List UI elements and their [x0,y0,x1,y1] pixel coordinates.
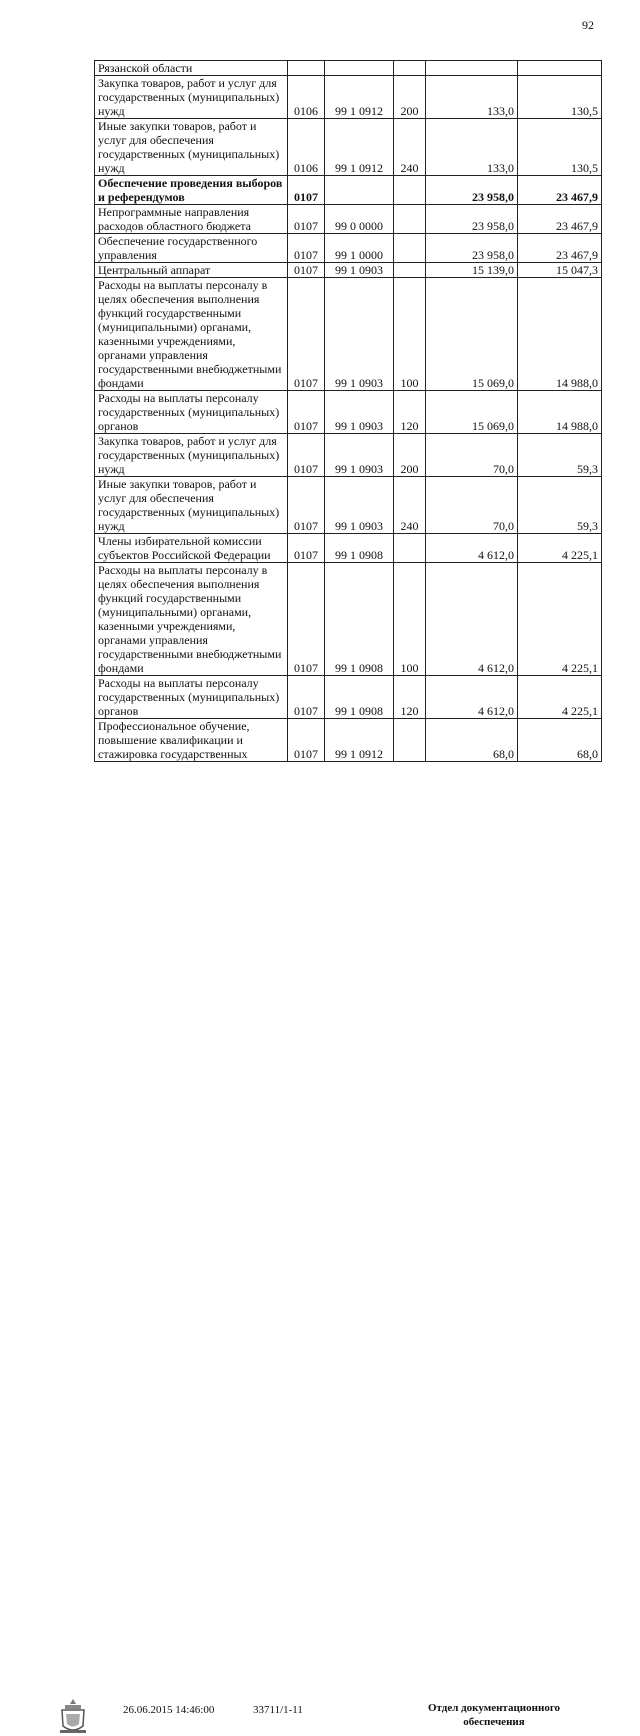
target-article-cell: 99 1 0903 [325,477,394,534]
expense-type-cell: 240 [394,119,426,176]
page-footer [0,848,640,1728]
planned-amount-cell: 4 612,0 [426,534,518,563]
target-article-cell: 99 1 0912 [325,719,394,762]
planned-amount-cell: 70,0 [426,477,518,534]
section-code-cell: 0107 [288,205,325,234]
executed-amount-cell: 4 225,1 [518,563,602,676]
table-row [95,176,602,205]
target-article-cell: 99 1 0000 [325,234,394,263]
expense-type-cell [394,719,426,762]
page-number: 92 [582,18,594,32]
target-article-cell: 99 1 0903 [325,434,394,477]
section-code-cell: 0107 [288,234,325,263]
executed-amount-cell: 15 047,3 [518,263,602,278]
planned-amount-cell: 23 958,0 [426,234,518,263]
expense-type-cell [394,61,426,76]
planned-amount-cell: 68,0 [426,719,518,762]
executed-amount-cell: 14 988,0 [518,391,602,434]
target-article-cell: 99 1 0912 [325,76,394,119]
section-code-cell [288,61,325,76]
footer-date: 26.06.2015 14:46:00 [123,1704,215,1716]
target-article-cell: 99 0 0000 [325,205,394,234]
expense-type-cell [394,234,426,263]
executed-amount-cell: 59,3 [518,477,602,534]
expense-type-cell: 120 [394,391,426,434]
executed-amount-cell: 23 467,9 [518,176,602,205]
executed-amount-cell: 130,5 [518,76,602,119]
planned-amount-cell: 15 069,0 [426,391,518,434]
section-code-cell: 0107 [288,477,325,534]
section-code-cell: 0107 [288,263,325,278]
table-row [95,76,602,119]
table-row [95,205,602,234]
expense-type-cell: 100 [394,563,426,676]
footer-department [421,1701,567,1729]
section-code-cell: 0107 [288,563,325,676]
expense-type-cell [394,205,426,234]
item-name-cell: Закупка товаров, работ и услуг для государственных (муниципальных) нужд [95,76,288,119]
planned-amount-cell: 15 069,0 [426,278,518,391]
executed-amount-cell: 4 225,1 [518,676,602,719]
executed-amount-cell: 130,5 [518,119,602,176]
target-article-cell [325,61,394,76]
executed-amount-cell: 59,3 [518,434,602,477]
table-row [95,119,602,176]
section-code-cell: 0107 [288,719,325,762]
department-line-1: Отдел документационного [427,1702,561,1714]
item-name-cell: Расходы на выплаты персоналу в целях обеспечения выполнения функций государственными (муниципальными) органами, казенными учреждениями, органами управления государственными внебюджетными фондами [95,563,288,676]
target-article-cell [325,176,394,205]
section-code-cell: 0107 [288,434,325,477]
planned-amount-cell: 23 958,0 [426,205,518,234]
planned-amount-cell: 15 139,0 [426,263,518,278]
expense-type-cell: 120 [394,676,426,719]
item-name-cell: Обеспечение проведения выборов и референдумов [95,176,288,205]
table-row [95,278,602,391]
item-name-cell: Расходы на выплаты персоналу государственных (муниципальных) органов [95,391,288,434]
expense-type-cell: 200 [394,434,426,477]
table-row [95,61,602,76]
item-name-cell: Расходы на выплаты персоналу государственных (муниципальных) органов [95,676,288,719]
executed-amount-cell: 23 467,9 [518,234,602,263]
item-name-cell: Центральный аппарат [95,263,288,278]
section-code-cell: 0107 [288,176,325,205]
executed-amount-cell: 68,0 [518,719,602,762]
item-name-cell: Профессиональное обучение, повышение квалификации и стажировка государственных [95,719,288,762]
executed-amount-cell [518,61,602,76]
target-article-cell: 99 1 0908 [325,676,394,719]
section-code-cell: 0106 [288,76,325,119]
item-name-cell: Рязанской области [95,61,288,76]
table-row [95,719,602,762]
expense-type-cell [394,263,426,278]
section-code-cell: 0107 [288,534,325,563]
executed-amount-cell: 23 467,9 [518,205,602,234]
table-row [95,263,602,278]
target-article-cell: 99 1 0908 [325,563,394,676]
item-name-cell: Иные закупки товаров, работ и услуг для обеспечения государственных (муниципальных) нужд [95,119,288,176]
target-article-cell: 99 1 0908 [325,534,394,563]
section-code-cell: 0106 [288,119,325,176]
item-name-cell: Закупка товаров, работ и услуг для государственных (муниципальных) нужд [95,434,288,477]
expense-type-cell: 240 [394,477,426,534]
department-line-2: обеспечения [463,1716,525,1728]
section-code-cell: 0107 [288,676,325,719]
coat-of-arms-icon [56,1696,90,1736]
footer-document-ref: 33711/1-11 [253,1704,303,1716]
item-name-cell: Иные закупки товаров, работ и услуг для обеспечения государственных (муниципальных) нужд [95,477,288,534]
target-article-cell: 99 1 0912 [325,119,394,176]
planned-amount-cell: 23 958,0 [426,176,518,205]
item-name-cell: Обеспечение государственного управления [95,234,288,263]
planned-amount-cell: 4 612,0 [426,563,518,676]
expense-type-cell [394,534,426,563]
table-row [95,434,602,477]
table-row [95,234,602,263]
section-code-cell: 0107 [288,391,325,434]
planned-amount-cell: 4 612,0 [426,676,518,719]
table-row [95,534,602,563]
planned-amount-cell: 133,0 [426,76,518,119]
item-name-cell: Члены избирательной комиссии субъектов Российской Федерации [95,534,288,563]
planned-amount-cell: 133,0 [426,119,518,176]
target-article-cell: 99 1 0903 [325,391,394,434]
expense-type-cell: 200 [394,76,426,119]
executed-amount-cell: 4 225,1 [518,534,602,563]
table-row [95,391,602,434]
section-code-cell: 0107 [288,278,325,391]
table-row [95,676,602,719]
executed-amount-cell: 14 988,0 [518,278,602,391]
expense-type-cell: 100 [394,278,426,391]
target-article-cell: 99 1 0903 [325,263,394,278]
expense-type-cell [394,176,426,205]
planned-amount-cell [426,61,518,76]
item-name-cell: Расходы на выплаты персоналу в целях обеспечения выполнения функций государственными (муниципальными) органами, казенными учреждениями, органами управления государственными внебюджетными фондами [95,278,288,391]
table-row [95,563,602,676]
item-name-cell: Непрограммные направления расходов областного бюджета [95,205,288,234]
planned-amount-cell: 70,0 [426,434,518,477]
budget-table [94,60,602,762]
target-article-cell: 99 1 0903 [325,278,394,391]
table-row [95,477,602,534]
